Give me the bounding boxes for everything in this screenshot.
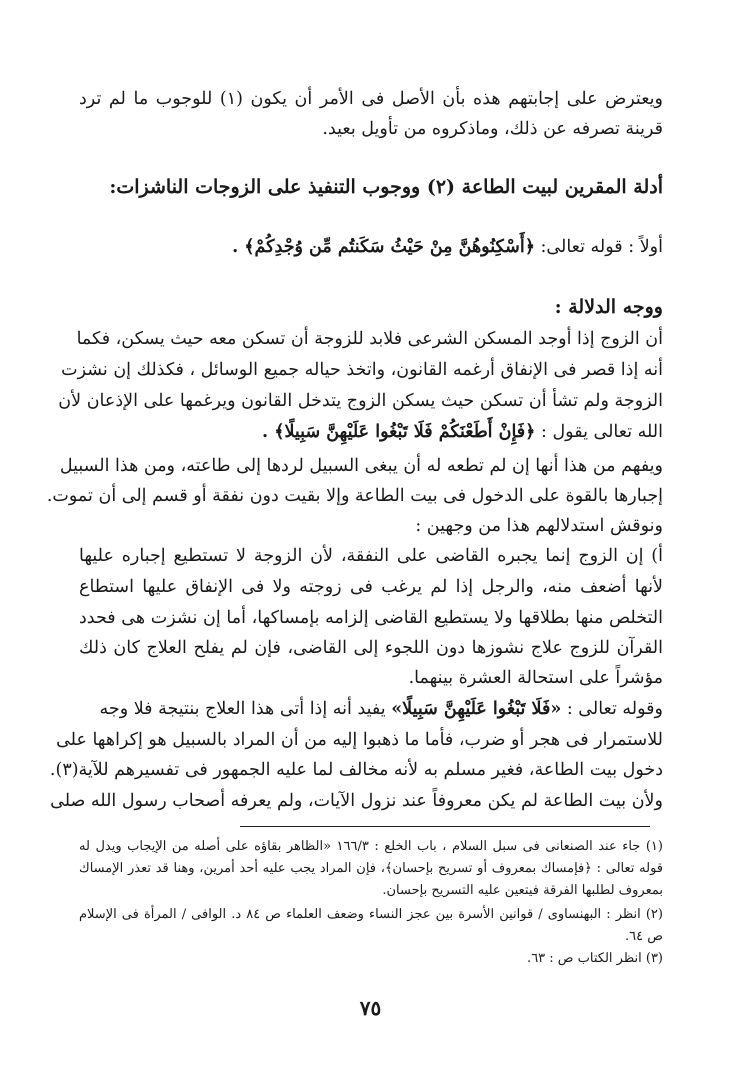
- body-line: قرينة تصرفه عن ذلك، وماذكروه من تأويل بعيد.: [322, 119, 663, 139]
- body-line: أنه إذا قصر فى الإنفاق أرغمه القانون، واتخذ حياله جميع الوسائل ، فكذلك إن نشزت: [61, 360, 663, 380]
- body-line: القرآن للزوج علاج نشوزها دون اللجوء إلى القاضى، فإن لم يفلح العلاج كان ذلك: [79, 638, 663, 658]
- page-number: ٧٥: [359, 996, 382, 1020]
- body-line: أن الزوج إذا أوجد المسكن الشرعى فلابد للزوجة أن تسكن معه حيث يسكن، فكما: [76, 329, 663, 349]
- footnote-separator: [240, 826, 650, 827]
- quran-verse: «فَلَا تَبْغُوا عَلَيْهِنَّ سَبِيلًا»: [391, 699, 562, 719]
- footnote-line: ص ٦٤.: [625, 929, 663, 944]
- body-line: ويفهم من هذا أنها إن لم تطعه له أن يبغى السبيل لردها إلى طاعته، ومن هذا السبيل: [59, 456, 663, 476]
- first-evidence-prefix: أولاً : قوله تعالى:: [540, 237, 663, 257]
- body-line: إجبارها بالقوة على الدخول فى بيت الطاعة وإلا بقيت دون نفقة أو قسم إلى أن تموت.: [46, 486, 663, 506]
- footnote-line: قوله تعالى : ﴿فإمساك بمعروف أو تسريح بإحسان﴾، فإن المراد يجب عليه أحد أمرين، وهنا قد تعذر الإمساك: [79, 861, 663, 876]
- body-text: يفيد أنه إذا أتى هذا العلاج بنتيجة فلا وجه: [99, 699, 386, 719]
- body-line: [79, 694, 663, 724]
- body-line: ويعترض على إجابتهم هذه بأن الأصل فى الأمر أن يكون (١) للوجوب ما لم ترد: [79, 89, 663, 109]
- footnote-line: بمعروف لطلبها الفرقة فيتعين عليه التسريح بإحسان.: [382, 883, 663, 898]
- quran-verse: ﴿فَإِنْ أَطَعْنَكُمْ فَلَا تَبْغُوا عَلَيْهِنَّ سَبِيلًا﴾ .: [262, 422, 536, 442]
- section-heading: أدلة المقرين لبيت الطاعة (٢) ووجوب التنفيذ على الزوجات الناشزات:: [109, 176, 663, 198]
- body-line: [79, 417, 663, 447]
- body-line: التخلص منها بطلاقها ولا يستطيع القاضى إلزامه بإمساكها، أما إن نشزت هى فحدد: [79, 608, 663, 628]
- body-line: مؤشراً على استحالة العشرة بينهما.: [408, 668, 663, 688]
- verse-prefix: الله تعالى يقول :: [541, 422, 663, 442]
- body-line: للاستمرار فى هجر أو ضرب، فأما ما ذهبوا إليه من أن المراد بالسبيل هو إكراهها على: [56, 730, 663, 750]
- verse-prefix: وقوله تعالى :: [566, 699, 663, 719]
- body-line: الزوجة ولم تشأ أن تسكن حيث يسكن الزوج يتدخل القانون ويرغمها على الإذعان لأن: [58, 391, 663, 411]
- body-line: ونوقش استدلالهم هذا من وجهين :: [415, 516, 663, 536]
- footnote-line: (٣) انظر الكتاب ص : ٦٣.: [527, 951, 663, 966]
- subheading: ووجه الدلالة :: [554, 296, 663, 318]
- quran-verse: ﴿أَسْكِنُوهُنَّ مِنْ حَيْثُ سَكَنتُم مِّن وُجْدِكُمْ﴾ .: [232, 237, 535, 257]
- body-line: ولأن بيت الطاعة لم يكن معروفاً عند نزول الآيات، ولم يعرفه أصحاب رسول الله صلى: [50, 791, 663, 811]
- body-line: دخول بيت الطاعة، فغير مسلم به لأنه مخالف لما عليه الجمهور فى تفسيرهم للآية(٣).: [49, 760, 663, 780]
- footnote-line: (٢) انظر : البهنساوى / قوانين الأسرة بين عجز النساء وضعف العلماء ص ٨٤ د. الوافى / المرأة فى الإسلام: [79, 907, 663, 922]
- first-evidence: [79, 232, 663, 262]
- body-line: أ) إن الزوج إنما يجبره القاضى على النفقة، لأن الزوجة لا تستطيع إجباره عليها: [79, 546, 663, 566]
- footnote-line: (١) جاء عند الصنعانى فى سبل السلام ، باب الخلع : ١٦٦/٣ «الظاهر بقاؤه على أصله من الإيجاب ويدل له: [79, 839, 663, 854]
- body-line: لأنها أضعف منه، والرجل إذا لم يرغب فى زوجته ولا فى الإنفاق عليها استطاع: [79, 577, 663, 597]
